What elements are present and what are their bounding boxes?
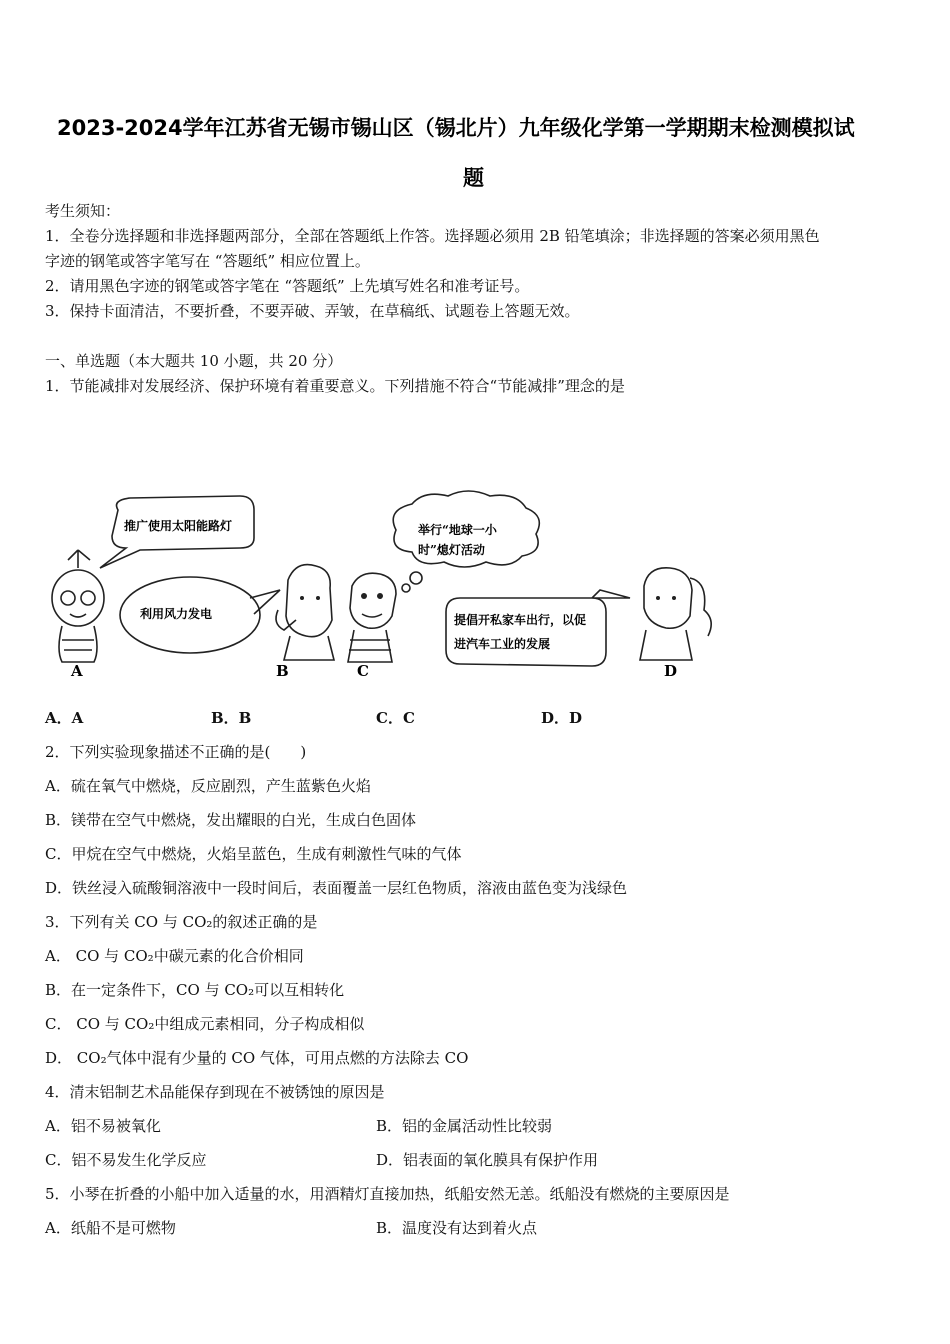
character-a-boy-icon (52, 550, 104, 662)
q2-option-c: C．甲烷在空气中燃烧，火焰呈蓝色，生成有刺激性气味的气体 (45, 845, 462, 863)
exam-title-line2: 题 (463, 166, 484, 190)
q3-option-b: B．在一定条件下，CO 与 CO₂可以互相转化 (45, 981, 345, 999)
q4-option-a: A．铝不易被氧化 (45, 1117, 161, 1135)
q1-stem: 1．节能减排对发展经济、保护环境有着重要意义。下列措施不符合“节能减排”理念的是 (45, 377, 625, 395)
q2-option-b: B．镁带在空气中燃烧，发出耀眼的白光，生成白色固体 (45, 811, 417, 829)
q3-option-d: D． CO₂气体中混有少量的 CO 气体，可用点燃的方法除去 CO (45, 1049, 469, 1067)
q4-option-d: D．铝表面的氧化膜具有保护作用 (376, 1151, 599, 1169)
q2-option-a: A．硫在氧气中燃烧，反应剧烈，产生蓝紫色火焰 (45, 777, 371, 795)
figure-label-a: A (71, 662, 83, 680)
bubble-a (100, 496, 254, 568)
bubble-c (393, 491, 539, 592)
q5-option-a: A．纸船不是可燃物 (45, 1219, 176, 1237)
bubble-c-text-line1: 举行“地球一小 (418, 523, 497, 537)
character-d-girl-icon (640, 568, 711, 660)
q1-option-d: D．D (541, 709, 583, 727)
notice-item-2: 2．请用黑色字迹的钢笔或答字笔在 “答题纸” 上先填写姓名和准考证号。 (45, 277, 530, 295)
bubble-d-text-line2: 进汽车工业的发展 (454, 637, 551, 651)
bubble-d-text-line1: 提倡开私家车出行，以促 (454, 613, 587, 627)
section-heading: 一、单选题（本大题共 10 小题，共 20 分） (45, 352, 343, 370)
bubble-c-text-line2: 时”熄灯活动 (418, 543, 485, 557)
bubble-b (120, 577, 280, 653)
q4-option-c: C．铝不易发生化学反应 (45, 1151, 207, 1169)
q3-option-c: C． CO 与 CO₂中组成元素相同，分子构成相似 (45, 1015, 365, 1033)
notice-item-1-line1: 1．全卷分选择题和非选择题两部分，全部在答题纸上作答。选择题必须用 2B 铅笔填涂；非选择题的答案必须用黑色 (45, 227, 820, 245)
exam-title-line1: 2023-2024学年江苏省无锡市锡山区（锡北片）九年级化学第一学期期末检测模拟试 (57, 116, 855, 140)
bubble-b-text: 利用风力发电 (140, 607, 213, 621)
q2-option-d: D．铁丝浸入硫酸铜溶液中一段时间后，表面覆盖一层红色物质，溶液由蓝色变为浅绿色 (45, 879, 628, 897)
q1-option-a: A．A (45, 709, 84, 727)
notice-heading: 考生须知： (45, 202, 121, 220)
q1-cartoon-figure (40, 490, 720, 690)
q3-option-a: A． CO 与 CO₂中碳元素的化合价相同 (45, 947, 304, 965)
q4-option-b: B．铝的金属活动性比较弱 (376, 1117, 553, 1135)
q1-option-b: B．B (211, 709, 252, 727)
q5-stem: 5．小琴在折叠的小船中加入适量的水，用酒精灯直接加热，纸船安然无恙。纸船没有燃烧的主要原因是 (45, 1185, 730, 1203)
q3-stem: 3．下列有关 CO 与 CO₂的叙述正确的是 (45, 913, 318, 931)
notice-item-1-line2: 字迹的钢笔或答字笔写在 “答题纸” 相应位置上。 (45, 252, 370, 270)
figure-label-d: D (664, 662, 678, 680)
q4-stem: 4．清末铝制艺术品能保存到现在不被锈蚀的原因是 (45, 1083, 385, 1101)
q5-option-b: B．温度没有达到着火点 (376, 1219, 538, 1237)
q1-option-c: C．C (376, 709, 415, 727)
notice-item-3: 3．保持卡面清洁，不要折叠，不要弄破、弄皱，在草稿纸、试题卷上答题无效。 (45, 302, 580, 320)
figure-label-b: B (276, 662, 289, 680)
q2-stem: 2．下列实验现象描述不正确的是( ) (45, 743, 307, 761)
character-c-boy-icon (348, 573, 396, 662)
bubble-d (446, 590, 630, 666)
character-b-boy-icon (276, 565, 334, 660)
figure-label-c: C (357, 662, 369, 680)
bubble-a-text: 推广使用太阳能路灯 (124, 519, 233, 533)
